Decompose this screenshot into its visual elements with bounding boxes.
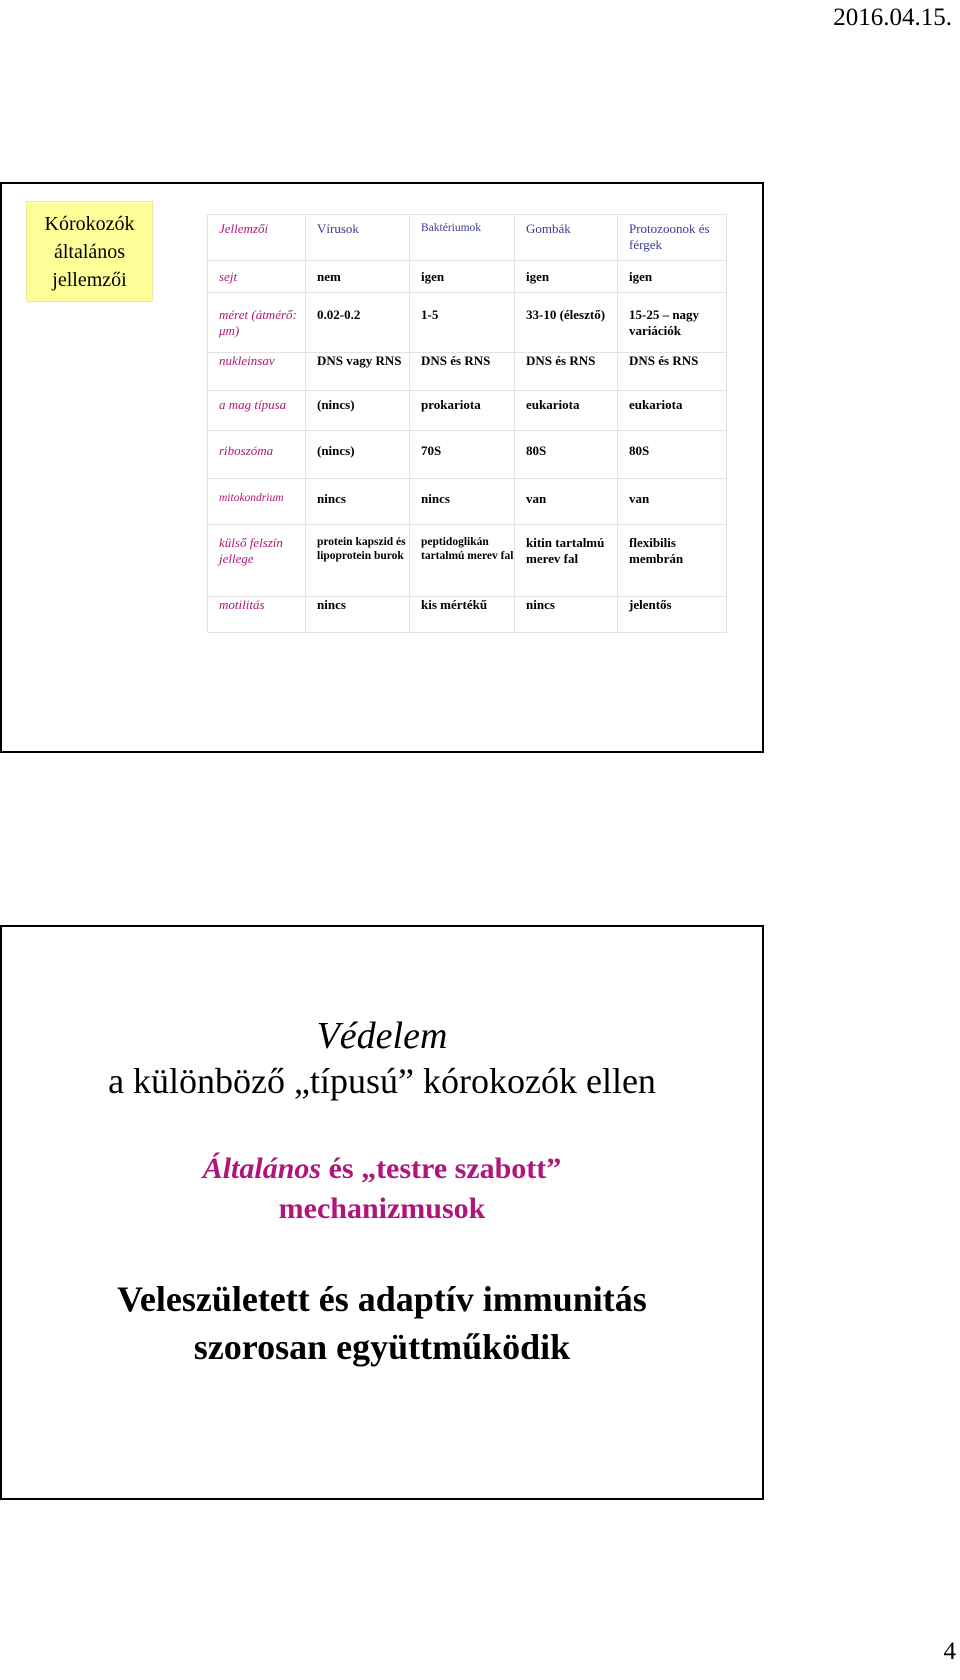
table-header-row (208, 215, 727, 261)
page-number: 4 (943, 1638, 956, 1665)
table-cell: 70S (410, 431, 515, 479)
table-cell: 33-10 (élesztő) (515, 293, 618, 353)
table-cell: nincs (306, 597, 410, 633)
table-cell: DNS és RNS (410, 353, 515, 391)
row-label: motilitás (208, 597, 306, 633)
table-row (208, 391, 727, 431)
table-cell: 0.02-0.2 (306, 293, 410, 353)
table-cell: eukariota (515, 391, 618, 431)
table-cell: 80S (618, 431, 727, 479)
table-row (208, 353, 727, 391)
row-label: mitokondrium (208, 479, 306, 525)
table-cell: igen (618, 261, 727, 293)
slide-title: Védelem (316, 1015, 448, 1057)
table-cell: eukariota (618, 391, 727, 431)
table-cell: flexibilis membrán (618, 525, 727, 597)
table-cell: 80S (515, 431, 618, 479)
mechanisms-heading (2, 1149, 762, 1229)
table-cell: kis mértékű (410, 597, 515, 633)
slide-title-box (26, 201, 153, 302)
table-cell: protein kapszid és lipoprotein burok (306, 525, 410, 597)
table-cell: nincs (410, 479, 515, 525)
table-cell: DNS és RNS (618, 353, 727, 391)
slide-defense (0, 925, 764, 1500)
statement-line: szorosan együttműködik (193, 1327, 571, 1367)
mechanisms-line (2, 1149, 762, 1189)
print-date: 2016.04.15. (833, 4, 952, 31)
table-cell: nincs (306, 479, 410, 525)
table-cell: igen (410, 261, 515, 293)
characteristics-table (207, 214, 727, 633)
table-cell: DNS vagy RNS (306, 353, 410, 391)
table-cell: jelentős (618, 597, 727, 633)
slide-pathogen-characteristics (0, 182, 764, 753)
row-label: sejt (208, 261, 306, 293)
table-cell: DNS és RNS (515, 353, 618, 391)
immunity-statement (2, 1275, 762, 1371)
row-label: a mag típusa (208, 391, 306, 431)
table-row (208, 293, 727, 353)
table-cell: kitin tartalmú merev fal (515, 525, 618, 597)
table-cell: (nincs) (306, 391, 410, 431)
table-cell: (nincs) (306, 431, 410, 479)
row-label: nukleinsav (208, 353, 306, 391)
column-header: Protozoonok és férgek (618, 215, 727, 261)
statement-line: Veleszületett és adaptív immunitás (117, 1279, 647, 1319)
table-cell: nincs (515, 597, 618, 633)
mechanisms-line: mechanizmusok (278, 1192, 486, 1225)
slide-subtitle: a különböző „típusú” kórokozók ellen (108, 1061, 656, 1101)
table-row (208, 261, 727, 293)
title-line: jellemzői (52, 269, 127, 291)
general-word: Általános (202, 1152, 322, 1185)
row-label: méret (átmérő: μm) (208, 293, 306, 353)
table-row (208, 479, 727, 525)
row-label: riboszóma (208, 431, 306, 479)
table-cell: peptidoglikán tartalmú merev fal (410, 525, 515, 597)
table-cell: igen (515, 261, 618, 293)
tailored-phrase: és „testre szabott” (321, 1152, 562, 1185)
row-label: külső felszín jellege (208, 525, 306, 597)
column-header: Jellemzői (208, 215, 306, 261)
column-header: Baktériumok (410, 215, 515, 261)
table-cell: 15-25 – nagy variációk (618, 293, 727, 353)
column-header: Gombák (515, 215, 618, 261)
table-cell: nem (306, 261, 410, 293)
table-row (208, 597, 727, 633)
table-row (208, 525, 727, 597)
table-cell: prokariota (410, 391, 515, 431)
column-header: Vírusok (306, 215, 410, 261)
table-row (208, 431, 727, 479)
title-line: Kórokozók (44, 213, 135, 235)
table-cell: van (515, 479, 618, 525)
title-line: általános (53, 241, 126, 263)
table-cell: 1-5 (410, 293, 515, 353)
table-cell: van (618, 479, 727, 525)
